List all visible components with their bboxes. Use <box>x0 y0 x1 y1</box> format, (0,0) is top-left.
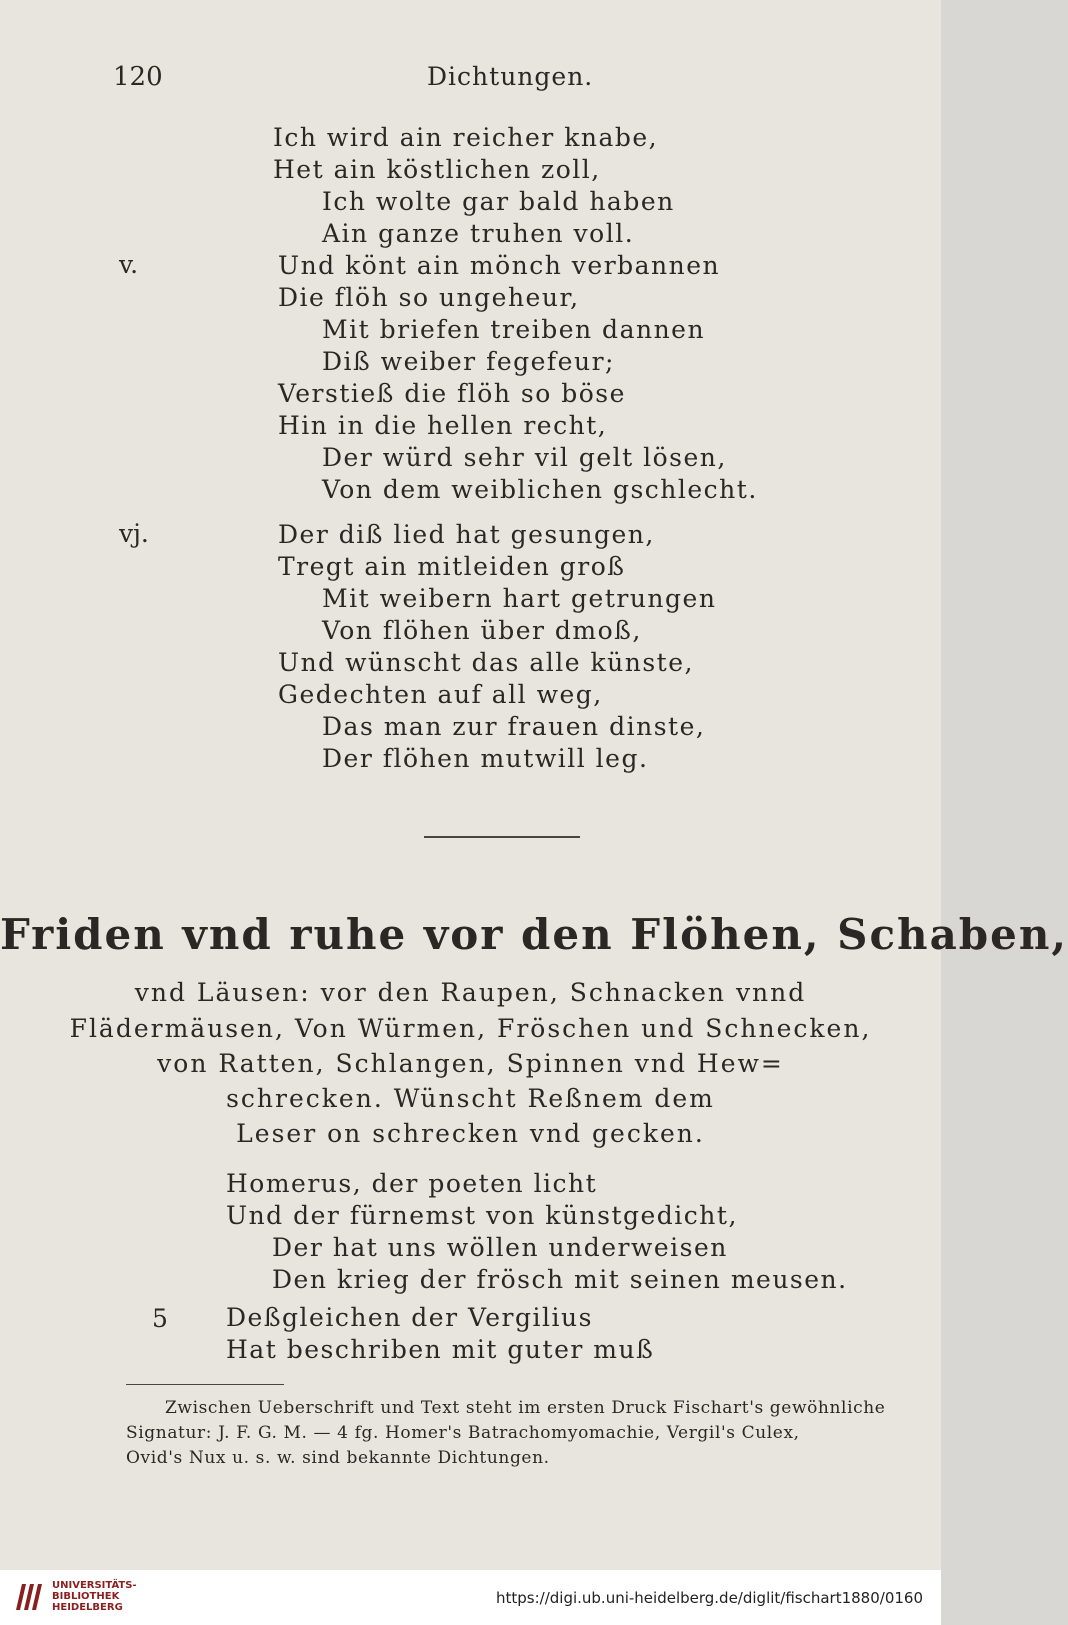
verse-line: Und könt ain mönch verbannen <box>278 251 721 280</box>
verse-line: Der würd sehr vil gelt lösen, <box>322 443 727 472</box>
verse-line: Ich wolte gar bald haben <box>322 187 675 216</box>
title-subline: Leser on schrecken vnd gecken. <box>236 1119 705 1148</box>
page-number: 120 <box>113 62 163 92</box>
verse-line: Gedechten auf all weg, <box>278 680 603 709</box>
verse-line: Homerus, der poeten licht <box>226 1169 598 1198</box>
library-logo-text <box>52 1580 137 1613</box>
footnote-line: Signatur: J. F. G. M. — 4 fg. Homer's Batrachomyomachie, Vergil's Culex, <box>126 1423 800 1443</box>
footnote-rule <box>126 1384 284 1385</box>
verse-line: Der hat uns wöllen underweisen <box>272 1233 728 1262</box>
verse-line: Der flöhen mutwill leg. <box>322 744 649 773</box>
verse-line: Von dem weiblichen gschlecht. <box>322 475 758 504</box>
verse-line: Hat beschriben mit guter muß <box>226 1335 655 1364</box>
logo-line: BIBLIOTHEK <box>52 1591 120 1602</box>
verse-line: Het ain köstlichen zoll, <box>273 155 601 184</box>
footnote-line: Zwischen Ueberschrift und Text steht im ersten Druck Fischart's gewöhnliche <box>165 1398 886 1418</box>
verse-line: Und wünscht das alle künste, <box>278 648 694 677</box>
verse-line: Mit briefen treiben dannen <box>322 315 706 344</box>
title-subline: von Ratten, Schlangen, Spinnen vnd Hew= <box>157 1049 784 1078</box>
line-number: 5 <box>152 1304 168 1333</box>
verse-line: Und der fürnemst von künstgedicht, <box>226 1201 738 1230</box>
verse-line: Den krieg der frösch mit seinen meusen. <box>272 1265 848 1294</box>
verse-line: Die flöh so ungeheur, <box>278 283 580 312</box>
source-url-link[interactable]: https://digi.ub.uni-heidelberg.de/diglit/fischart1880/0160 <box>495 1589 923 1607</box>
verse-line: Mit weibern hart getrungen <box>322 584 717 613</box>
footnote-line: Ovid's Nux u. s. w. sind bekannte Dichtungen. <box>126 1448 550 1468</box>
verse-line: Diß weiber fegefeur; <box>322 347 615 376</box>
running-title: Dichtungen. <box>427 62 594 91</box>
verse-line: Der diß lied hat gesungen, <box>278 520 655 549</box>
library-logo-icon <box>12 1580 46 1614</box>
title-subline: schrecken. Wünscht Reßnem dem <box>226 1084 715 1113</box>
section-divider <box>424 836 580 838</box>
verse-line: Das man zur frauen dinste, <box>322 712 706 741</box>
verse-line: Ain ganze truhen voll. <box>322 219 635 248</box>
verse-line: Hin in die hellen recht, <box>278 411 608 440</box>
title-subline: vnd Läusen: vor den Raupen, Schnacken vnnd <box>134 978 807 1007</box>
verse-line: Tregt ain mitleiden groß <box>278 552 626 581</box>
title-subline: Flädermäusen, Von Würmen, Fröschen und Schnecken, <box>69 1014 872 1043</box>
stanza-marker: v. <box>119 250 139 279</box>
verse-line: Ich wird ain reicher knabe, <box>273 123 659 152</box>
verse-line: Deßgleichen der Vergilius <box>226 1303 593 1332</box>
logo-line: HEIDELBERG <box>52 1602 123 1613</box>
stanza-marker: vj. <box>119 519 149 548</box>
logo-line: UNIVERSITÄTS- <box>52 1580 137 1591</box>
section-title: Friden vnd ruhe vor den Flöhen, Schaben, <box>0 910 1068 959</box>
verse-line: Verstieß die flöh so böse <box>278 379 626 408</box>
verse-line: Von flöhen über dmoß, <box>322 616 642 645</box>
